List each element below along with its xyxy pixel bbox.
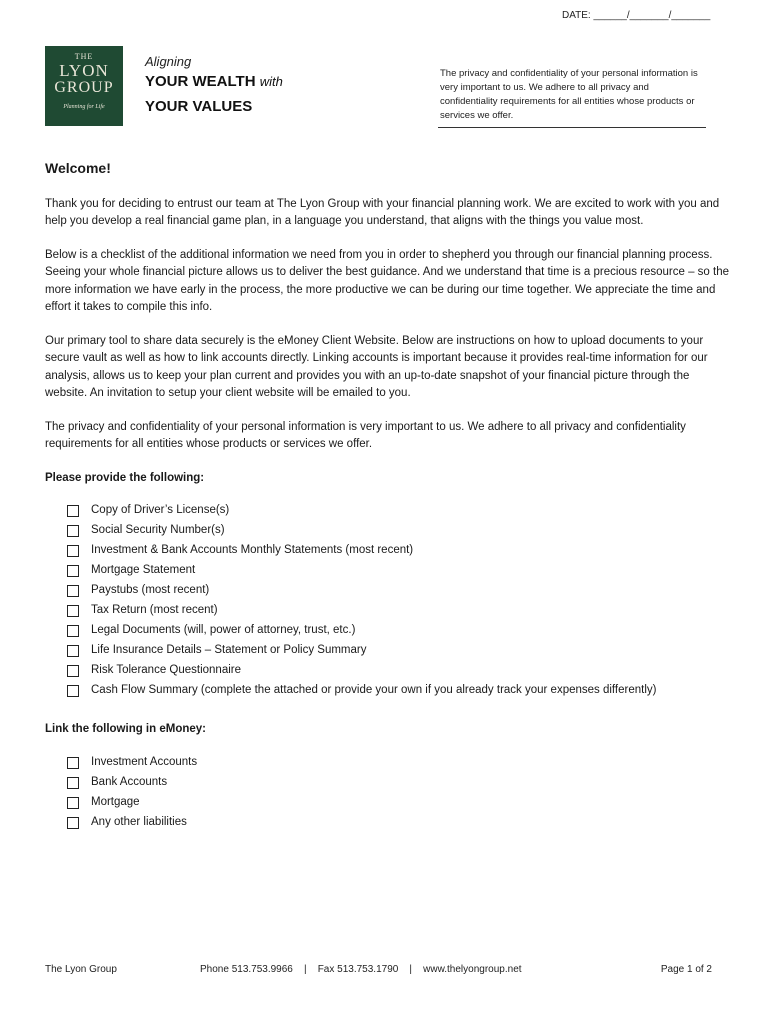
checklist-item xyxy=(67,753,730,773)
lyon-group-logo xyxy=(45,46,123,126)
checkbox[interactable] xyxy=(67,685,79,697)
logo-tagline: Planning for Life xyxy=(63,104,105,110)
checklist-item xyxy=(67,773,730,793)
checklist-item xyxy=(67,621,730,641)
letter-body xyxy=(45,160,730,833)
checklist-label: Tax Return (most recent) xyxy=(91,604,218,617)
checkbox[interactable] xyxy=(67,545,79,557)
checklist-label: Any other liabilities xyxy=(91,815,187,828)
checklist-label: Investment Accounts xyxy=(91,755,198,768)
checkbox[interactable] xyxy=(67,797,79,809)
logo-line1: LYON xyxy=(59,61,109,80)
checklist-label: Legal Documents (will, power of attorney, trust, etc.) xyxy=(91,624,356,637)
footer-contact: Phone 513.753.9966 | Fax 513.753.1790 | www.thelyongroup.net xyxy=(200,964,522,975)
page-footer xyxy=(45,964,712,978)
checkbox[interactable] xyxy=(67,625,79,637)
slogan-with: with xyxy=(259,74,283,89)
checkbox[interactable] xyxy=(67,585,79,597)
checkbox[interactable] xyxy=(67,665,79,677)
logo-line2: GROUP xyxy=(54,79,114,96)
checklist-label: Life Insurance Details – Statement or Policy Summary xyxy=(91,644,367,657)
checklist-item xyxy=(67,581,730,601)
checklist-item xyxy=(67,601,730,621)
paragraph: Below is a checklist of the additional information we need from you in order to shepherd you through our financial planning process. Seeing your whole financial picture allows us to deliver the best guidance. And we understand that time is a precious resource – so the more information we have early in the process, the more productive we can be during our time together. We appreciate the time and effort it takes to compile this info. xyxy=(45,248,730,313)
checkbox[interactable] xyxy=(67,757,79,769)
checkbox[interactable] xyxy=(67,605,79,617)
date-field[interactable]: DATE: ______/_______/_______ xyxy=(562,10,711,21)
link-checklist xyxy=(67,753,730,833)
checklist-item xyxy=(67,813,730,833)
slogan-wealth-text: YOUR WEALTH xyxy=(145,73,256,90)
checklist-label: Copy of Driver’s License(s) xyxy=(91,504,230,517)
slogan-values: YOUR VALUES xyxy=(145,98,253,115)
checklist-item xyxy=(67,561,730,581)
link-heading: Link the following in eMoney: xyxy=(45,723,206,735)
checklist-item xyxy=(67,641,730,661)
footer-company: The Lyon Group xyxy=(45,964,117,975)
checklist-item xyxy=(67,501,730,521)
checkbox[interactable] xyxy=(67,645,79,657)
paragraph: Our primary tool to share data securely is the eMoney Client Website. Below are instructions on how to upload documents to your secure vault as well as how to link accounts directly. Linking accounts is important because it provides real-time information for our analysis, allows us to keep your plan current and provides you with an up-to-date snapshot of your financial picture through the website. An invitation to setup your client website will be emailed to you. xyxy=(45,334,708,399)
provide-checklist xyxy=(67,501,730,701)
checklist-label: Paystubs (most recent) xyxy=(91,584,210,597)
checklist-label: Investment & Bank Accounts Monthly Statements (most recent) xyxy=(91,544,414,557)
checklist-item xyxy=(67,521,730,541)
checkbox[interactable] xyxy=(67,525,79,537)
header-divider xyxy=(438,127,706,128)
welcome-heading: Welcome! xyxy=(45,160,111,176)
checklist-label: Mortgage Statement xyxy=(91,564,196,577)
checklist-item xyxy=(67,681,730,701)
checkbox[interactable] xyxy=(67,505,79,517)
provide-heading: Please provide the following: xyxy=(45,471,205,484)
checklist-item xyxy=(67,661,730,681)
checkbox[interactable] xyxy=(67,565,79,577)
checklist-label: Mortgage xyxy=(91,795,140,808)
header-privacy-note: The privacy and confidentiality of your personal information is very important to us. We adhere to all privacy and confidentiality requirements for all entities whose products or services we offer. xyxy=(440,68,698,121)
checklist-item xyxy=(67,541,730,561)
paragraph: The privacy and confidentiality of your personal information is very important to us. We adhere to all privacy and confidentiality requirements for all entities whose products or services we offer. xyxy=(45,420,686,450)
checklist-label: Cash Flow Summary (complete the attached or provide your own if you already track your expenses differently) xyxy=(91,684,657,697)
checkbox[interactable] xyxy=(67,817,79,829)
slogan-aligning: Aligning xyxy=(145,54,192,69)
checklist-label: Bank Accounts xyxy=(91,775,168,788)
checklist-label: Risk Tolerance Questionnaire xyxy=(91,664,242,677)
logo-the: THE xyxy=(74,52,94,61)
footer-page-number: Page 1 of 2 xyxy=(660,964,712,975)
checklist-item xyxy=(67,793,730,813)
checkbox[interactable] xyxy=(67,777,79,789)
slogan-wealth xyxy=(145,73,283,90)
paragraph: Thank you for deciding to entrust our team at The Lyon Group with your financial planning work. We are excited to work with you and help you develop a real financial game plan, in a language you understand, that aligns with the things you value most. xyxy=(45,197,720,227)
checklist-label: Social Security Number(s) xyxy=(91,524,225,537)
